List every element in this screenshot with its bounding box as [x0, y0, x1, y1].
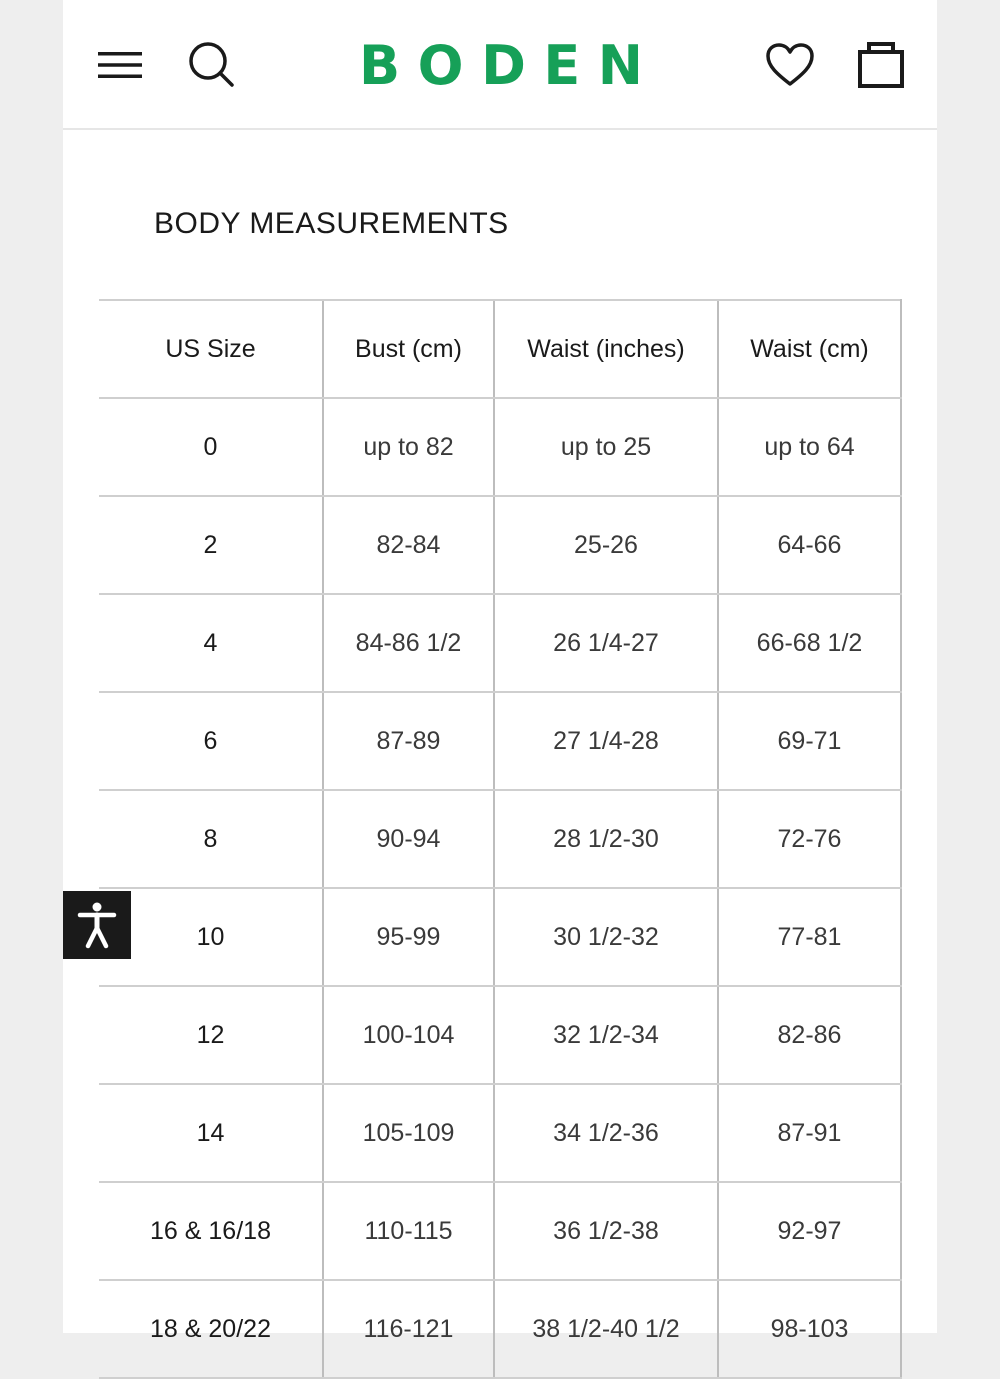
menu-button[interactable]: [95, 40, 145, 90]
header-waist-inches: Waist (inches): [494, 300, 718, 398]
cell-waist-cm: 72-76: [718, 790, 901, 888]
cell-waist-cm: 69-71: [718, 692, 901, 790]
cell-bust-cm: 95-99: [323, 888, 494, 986]
cell-waist-cm: 64-66: [718, 496, 901, 594]
cell-waist-inches: 27 1/4-28: [494, 692, 718, 790]
cell-waist-inches: 28 1/2-30: [494, 790, 718, 888]
cell-us-size: 10: [99, 888, 323, 986]
cell-bust-cm: 100-104: [323, 986, 494, 1084]
cell-us-size: 16 & 16/18: [99, 1182, 323, 1280]
cell-waist-cm: 77-81: [718, 888, 901, 986]
page: [63, 0, 937, 1343]
table-row: [99, 398, 901, 496]
cell-waist-inches: up to 25: [494, 398, 718, 496]
cell-waist-inches: 30 1/2-32: [494, 888, 718, 986]
cell-bust-cm: 105-109: [323, 1084, 494, 1182]
cell-waist-inches: 26 1/4-27: [494, 594, 718, 692]
table-row: [99, 1084, 901, 1182]
table-row: [99, 888, 901, 986]
wishlist-button[interactable]: [763, 38, 817, 92]
table-row: [99, 496, 901, 594]
table-row: [99, 1182, 901, 1280]
accessibility-person-icon: [77, 901, 117, 949]
cell-waist-inches: 34 1/2-36: [494, 1084, 718, 1182]
table-row: [99, 692, 901, 790]
header-bust-cm: Bust (cm): [323, 300, 494, 398]
cell-us-size: 8: [99, 790, 323, 888]
logo-letter: N: [597, 33, 643, 97]
cell-bust-cm: 90-94: [323, 790, 494, 888]
table-row: [99, 594, 901, 692]
heart-icon: [765, 42, 815, 88]
table-header-row: [99, 300, 901, 398]
shopping-bag-icon: [857, 39, 905, 89]
header-us-size: US Size: [99, 300, 323, 398]
cell-bust-cm: 82-84: [323, 496, 494, 594]
cell-waist-cm: 92-97: [718, 1182, 901, 1280]
cell-us-size: 14: [99, 1084, 323, 1182]
bag-button[interactable]: [853, 36, 909, 92]
cell-bust-cm: 87-89: [323, 692, 494, 790]
search-icon: [187, 40, 237, 90]
cell-waist-inches: 36 1/2-38: [494, 1182, 718, 1280]
cell-waist-cm: 87-91: [718, 1084, 901, 1182]
cell-us-size: 4: [99, 594, 323, 692]
body-measurements-table: [99, 299, 902, 1379]
table-row: [99, 986, 901, 1084]
cell-bust-cm: 116-121: [323, 1280, 494, 1378]
cell-waist-inches: 25-26: [494, 496, 718, 594]
size-chart-table: [99, 299, 901, 1379]
table-row: [99, 790, 901, 888]
cell-waist-cm: 98-103: [718, 1280, 901, 1378]
cell-us-size: 2: [99, 496, 323, 594]
cell-us-size: 12: [99, 986, 323, 1084]
cell-waist-cm: up to 64: [718, 398, 901, 496]
cell-bust-cm: 110-115: [323, 1182, 494, 1280]
cell-us-size: 0: [99, 398, 323, 496]
logo-letter: B: [359, 33, 401, 97]
accessibility-button[interactable]: [63, 891, 131, 959]
cell-waist-cm: 66-68 1/2: [718, 594, 901, 692]
table-body: [99, 398, 901, 1378]
logo-letter: D: [481, 33, 526, 97]
hamburger-menu-icon: [96, 49, 144, 81]
site-header: [63, 0, 937, 130]
section-title: BODY MEASUREMENTS: [154, 207, 509, 240]
cell-us-size: 6: [99, 692, 323, 790]
boden-logo[interactable]: [359, 33, 643, 97]
cell-bust-cm: 84-86 1/2: [323, 594, 494, 692]
table-row: [99, 1280, 901, 1378]
cell-waist-inches: 38 1/2-40 1/2: [494, 1280, 718, 1378]
cell-us-size: 18 & 20/22: [99, 1280, 323, 1378]
cell-bust-cm: up to 82: [323, 398, 494, 496]
cell-waist-inches: 32 1/2-34: [494, 986, 718, 1084]
logo-letter: O: [417, 33, 464, 97]
logo-letter: E: [543, 33, 581, 97]
search-button[interactable]: [185, 38, 239, 92]
cell-waist-cm: 82-86: [718, 986, 901, 1084]
header-waist-cm: Waist (cm): [718, 300, 901, 398]
